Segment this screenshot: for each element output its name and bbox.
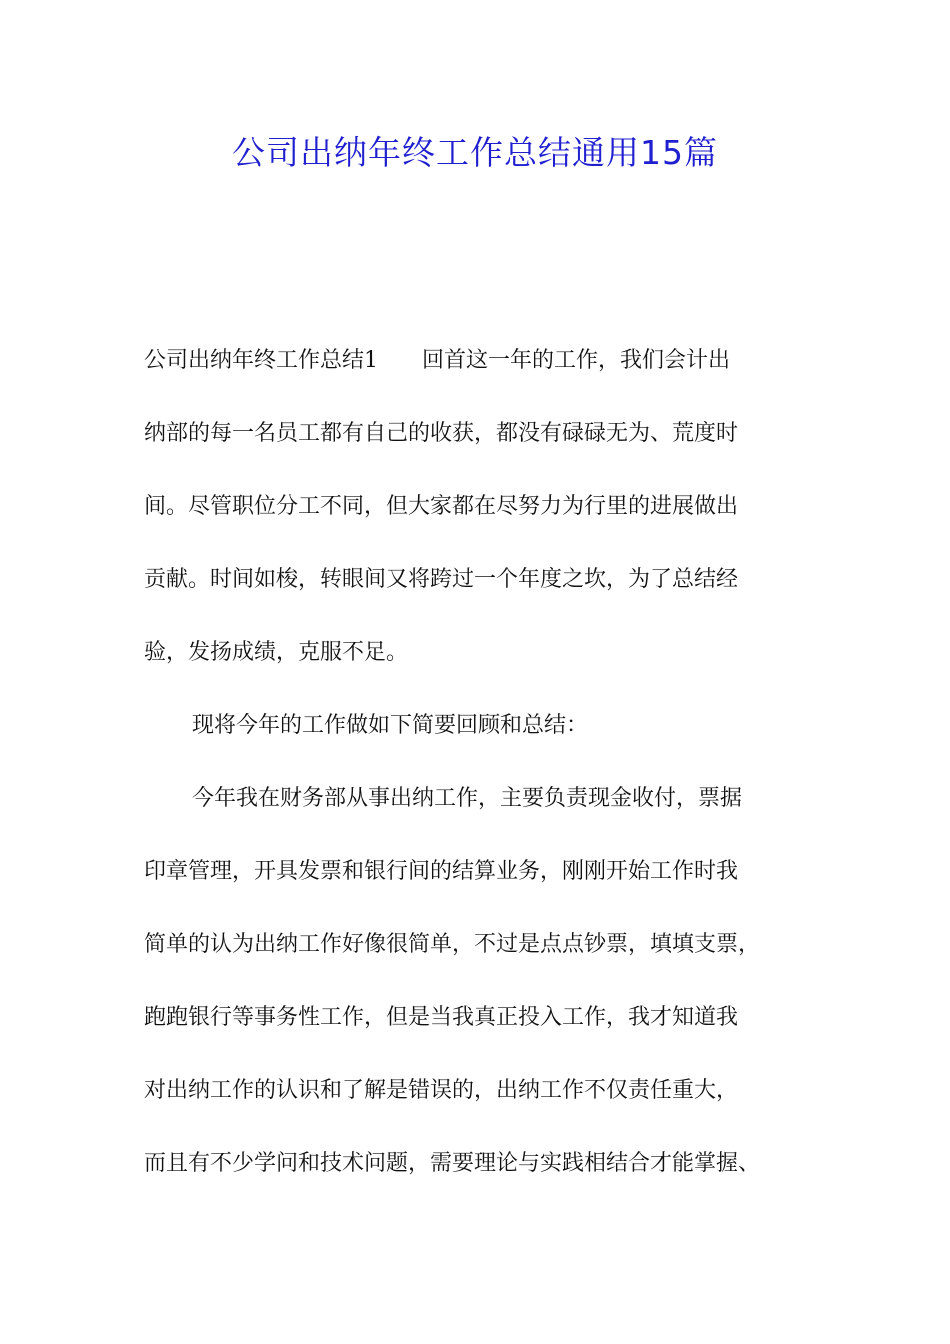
- paragraph-line: 今年我在财务部从事出纳工作，主要负责现金收付，票据: [192, 786, 743, 811]
- paragraph-line: 纳部的每一名员工都有自己的收获，都没有碌碌无为、荒度时: [144, 421, 739, 446]
- paragraph-line: 而且有不少学问和技术问题，需要理论与实践相结合才能掌握、: [144, 1151, 761, 1176]
- paragraph-line: 印章管理，开具发票和银行间的结算业务，刚刚开始工作时我: [144, 859, 739, 884]
- paragraph-line: 公司出纳年终工作总结1 回首这一年的工作，我们会计出: [144, 348, 730, 373]
- paragraph-line: 贡献。时间如梭，转眼间又将跨过一个年度之坎，为了总结经: [144, 567, 739, 592]
- paragraph-line: 简单的认为出纳工作好像很简单，不过是点点钞票，填填支票，: [144, 932, 761, 957]
- document-title: 公司出纳年终工作总结通用15篇: [232, 133, 718, 172]
- paragraph-line: 现将今年的工作做如下简要回顾和总结：: [192, 713, 589, 738]
- paragraph-line: 跑跑银行等事务性工作，但是当我真正投入工作，我才知道我: [144, 1005, 739, 1030]
- paragraph-line: 对出纳工作的认识和了解是错误的，出纳工作不仅责任重大，: [144, 1078, 739, 1103]
- paragraph-line: 验，发扬成绩，克服不足。: [144, 640, 409, 665]
- paragraph-line: 间。尽管职位分工不同，但大家都在尽努力为行里的进展做出: [144, 494, 739, 519]
- document-body: [144, 335, 834, 1211]
